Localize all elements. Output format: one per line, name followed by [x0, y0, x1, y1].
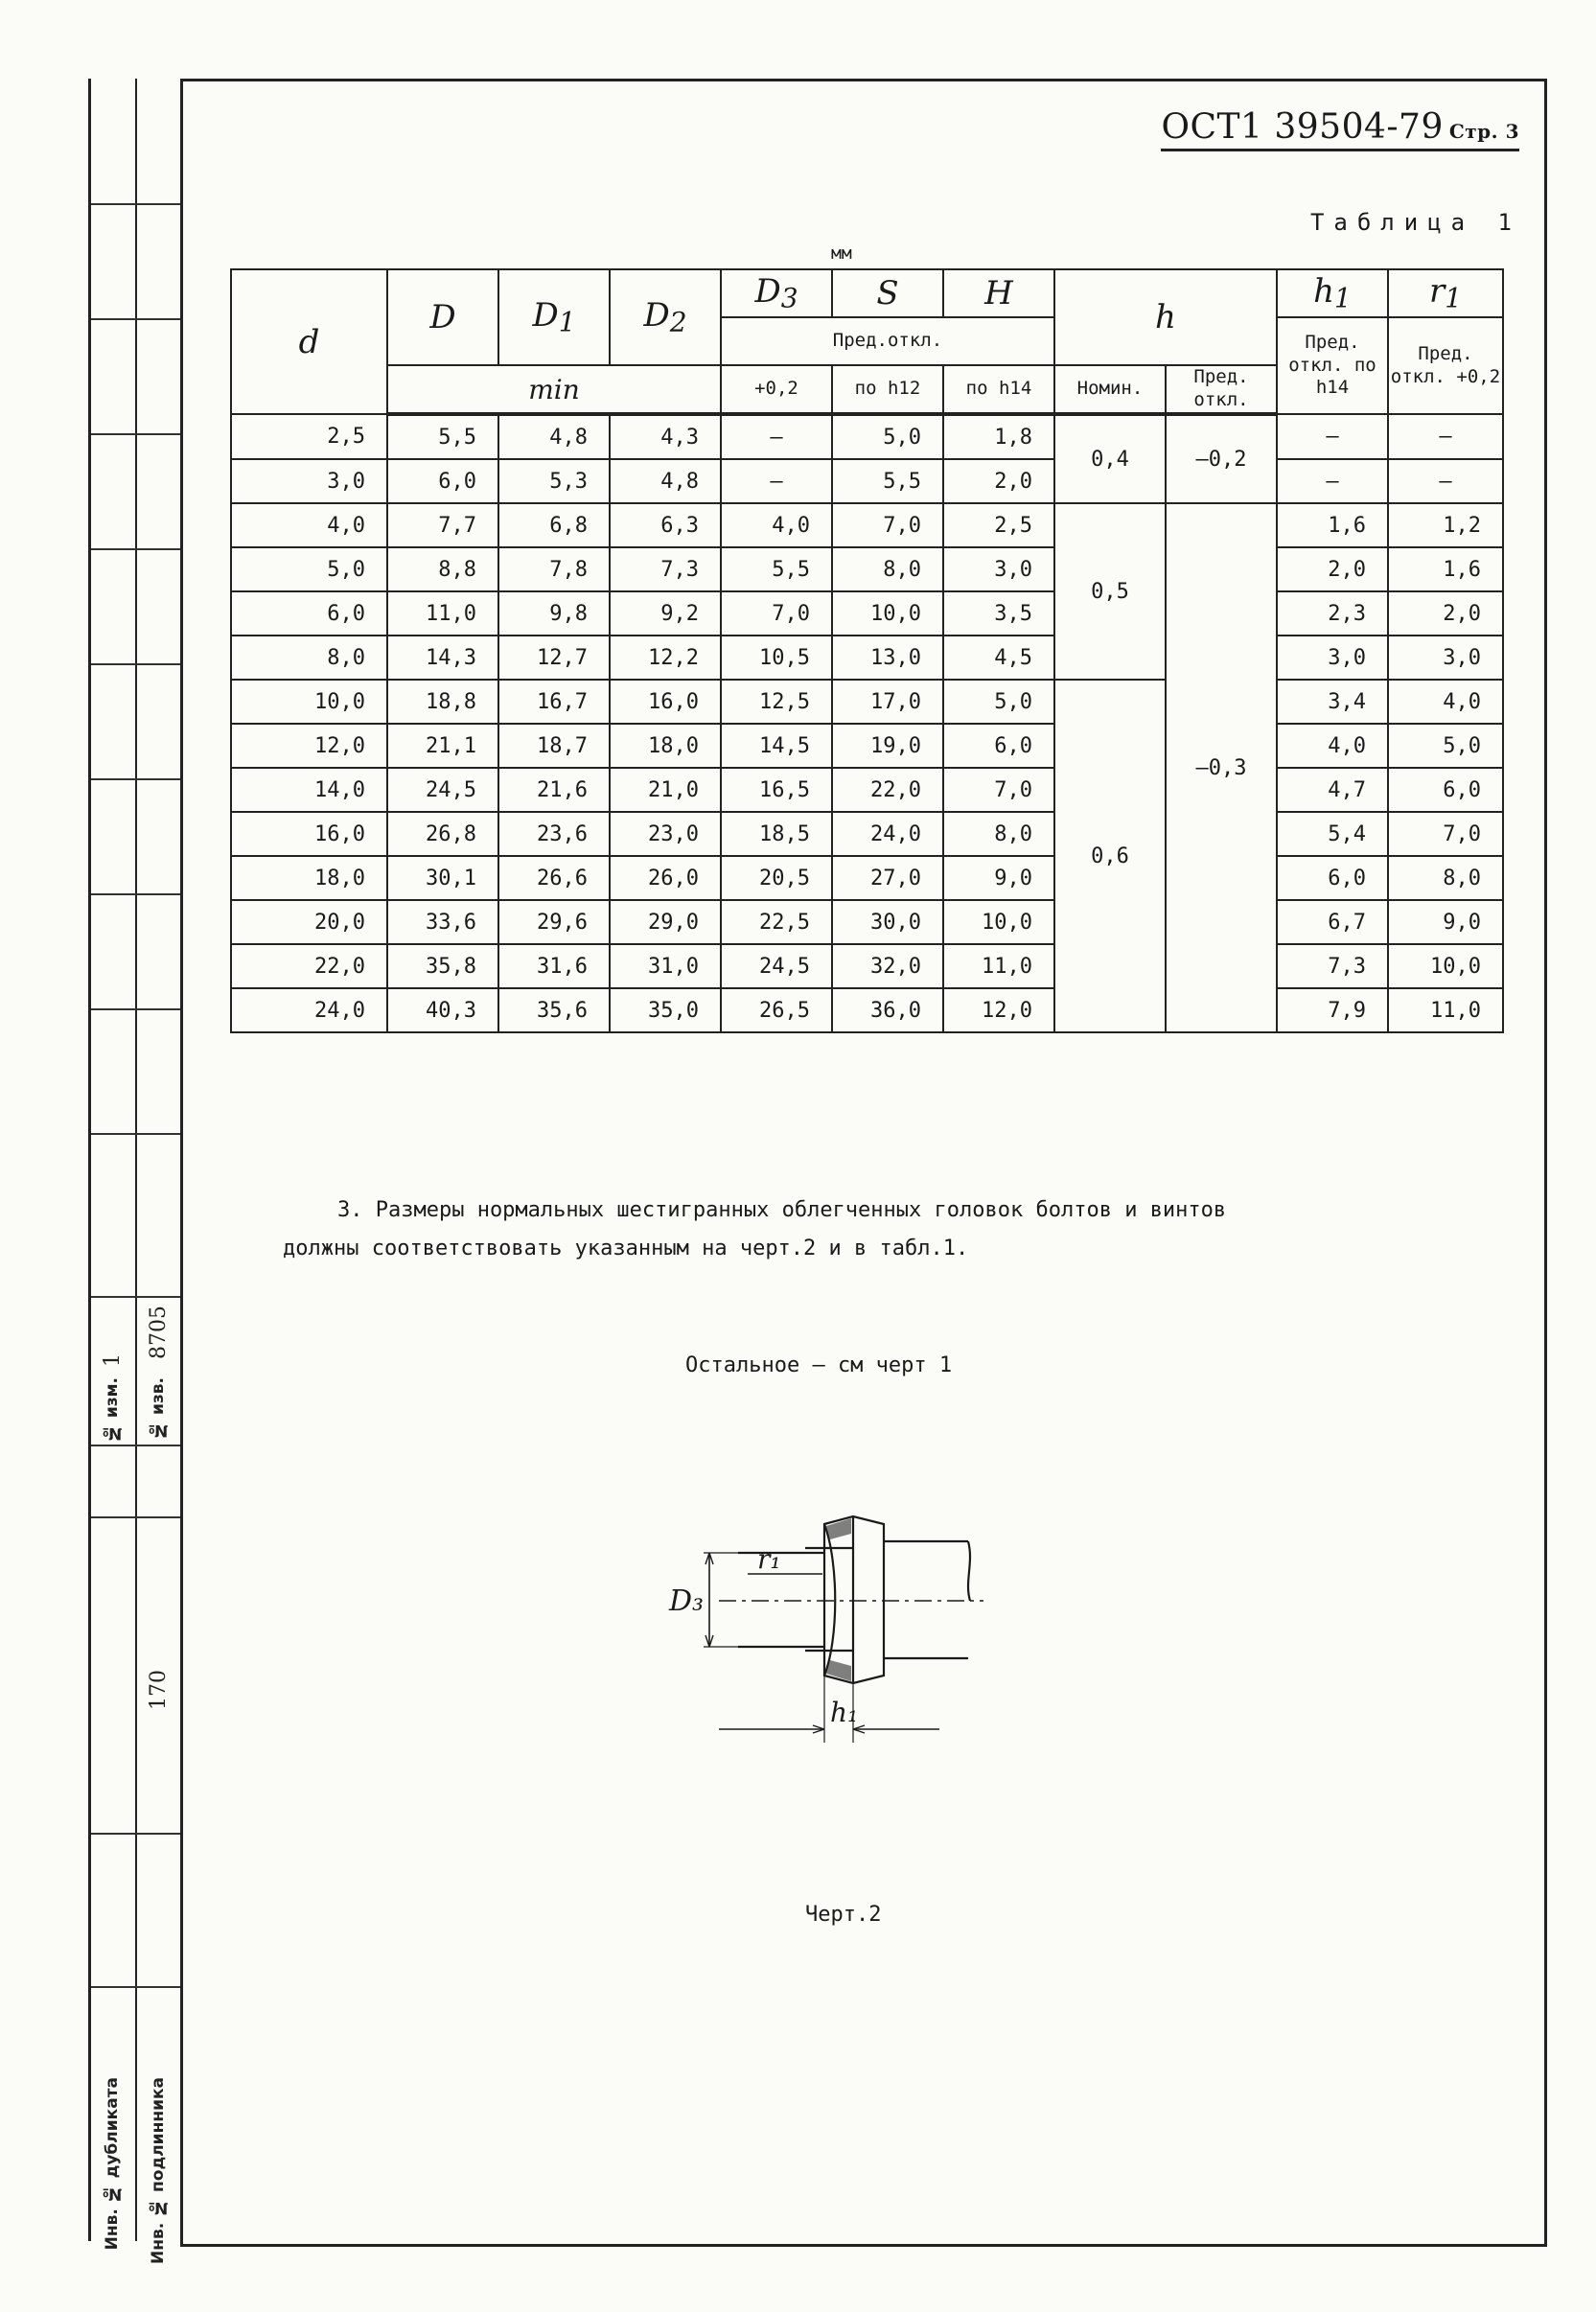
cell-D2: 26,0 — [610, 856, 721, 900]
cell-D3: 22,5 — [721, 900, 832, 944]
cell-h-tolerance: –0,2 — [1166, 414, 1277, 503]
header-tol-D3: +0,2 — [721, 365, 832, 414]
cell-D2: 29,0 — [610, 900, 721, 944]
cell-D3: 7,0 — [721, 591, 832, 636]
cell-S: 22,0 — [832, 768, 943, 812]
header-D1: $D_1$ — [498, 269, 610, 365]
cell-H: 5,0 — [943, 680, 1054, 724]
margin-label-izm: № изм. — [103, 1377, 122, 1444]
cell-r1: 3,0 — [1388, 636, 1503, 680]
header-D: D — [387, 269, 498, 365]
cell-D2: 18,0 — [610, 724, 721, 768]
cell-D3: 20,5 — [721, 856, 832, 900]
cell-h-tolerance: –0,3 — [1166, 503, 1277, 1032]
page-number: Стр. 3 — [1448, 120, 1519, 143]
header-min: min — [387, 365, 721, 414]
cell-S: 30,0 — [832, 900, 943, 944]
cell-D: 21,1 — [387, 724, 498, 768]
cell-d: 12,0 — [231, 724, 387, 768]
cell-S: 27,0 — [832, 856, 943, 900]
cell-h1: 7,3 — [1277, 944, 1388, 988]
header-h1-tol: Пред. откл. по h14 — [1277, 317, 1388, 414]
cell-D1: 9,8 — [498, 591, 610, 636]
cell-D3: 4,0 — [721, 503, 832, 547]
cell-H: 3,5 — [943, 591, 1054, 636]
cell-D: 6,0 — [387, 459, 498, 503]
cell-d: 18,0 — [231, 856, 387, 900]
cell-D: 35,8 — [387, 944, 498, 988]
cell-h1: – — [1277, 459, 1388, 503]
cell-H: 3,0 — [943, 547, 1054, 591]
table-row — [231, 459, 1503, 503]
cell-d: 3,0 — [231, 459, 387, 503]
margin-notice-number: 8705 — [147, 1306, 171, 1359]
cell-h-nominal: 0,5 — [1054, 503, 1166, 680]
cell-h1: 4,7 — [1277, 768, 1388, 812]
header-pred-otkl: Пред.откл. — [721, 317, 1054, 365]
margin-label-original: Инв. № подлинника — [149, 2077, 168, 2264]
cell-h-nominal: 0,6 — [1054, 680, 1166, 1032]
header-h1: $h_1$ — [1277, 269, 1388, 317]
cell-D1: 5,3 — [498, 459, 610, 503]
cell-r1: – — [1388, 459, 1503, 503]
cell-r1: 4,0 — [1388, 680, 1503, 724]
margin-divider — [91, 318, 183, 320]
cell-S: 13,0 — [832, 636, 943, 680]
cell-D: 30,1 — [387, 856, 498, 900]
cell-D1: 31,6 — [498, 944, 610, 988]
cell-d: 4,0 — [231, 503, 387, 547]
cell-D: 14,3 — [387, 636, 498, 680]
cell-D2: 23,0 — [610, 812, 721, 856]
label-r1: r₁ — [757, 1543, 781, 1575]
paragraph-3-text: 3. Размеры нормальных шестигранных облегченных головок болтов и винтов — [337, 1198, 1227, 1222]
cell-r1: 1,6 — [1388, 547, 1503, 591]
table-row — [231, 900, 1503, 944]
cell-S: 19,0 — [832, 724, 943, 768]
cell-D1: 35,6 — [498, 988, 610, 1032]
cell-D: 7,7 — [387, 503, 498, 547]
label-h1: h₁ — [830, 1697, 859, 1728]
cell-D3: 12,5 — [721, 680, 832, 724]
cell-d: 8,0 — [231, 636, 387, 680]
cell-D1: 26,6 — [498, 856, 610, 900]
header-D3: $D_3$ — [721, 269, 832, 317]
header-h-nomin: Номин. — [1054, 365, 1166, 414]
cell-H: 9,0 — [943, 856, 1054, 900]
margin-column-1 — [91, 79, 137, 2241]
cell-D2: 35,0 — [610, 988, 721, 1032]
cell-D: 26,8 — [387, 812, 498, 856]
cell-h1: 7,9 — [1277, 988, 1388, 1032]
cell-D1: 12,7 — [498, 636, 610, 680]
table-row — [231, 636, 1503, 680]
cell-h1: 5,4 — [1277, 812, 1388, 856]
cell-r1: 10,0 — [1388, 944, 1503, 988]
cell-h1: 6,0 — [1277, 856, 1388, 900]
table-row — [231, 503, 1503, 547]
margin-divider — [91, 1008, 183, 1010]
cell-r1: 2,0 — [1388, 591, 1503, 636]
margin-divider — [91, 893, 183, 895]
cell-D3: 18,5 — [721, 812, 832, 856]
cell-D2: 9,2 — [610, 591, 721, 636]
cell-r1: – — [1388, 414, 1503, 459]
header-r1: $r_1$ — [1388, 269, 1503, 317]
margin-divider — [91, 1986, 183, 1988]
cell-H: 7,0 — [943, 768, 1054, 812]
header-H: H — [943, 269, 1054, 317]
cell-h1: 3,4 — [1277, 680, 1388, 724]
cell-D: 33,6 — [387, 900, 498, 944]
paragraph-3 — [278, 1185, 1476, 1237]
margin-column-2 — [137, 79, 183, 2241]
paragraph-3-continuation: должны соответствовать указанным на черт.2 и в табл.1. — [283, 1237, 969, 1260]
cell-r1: 11,0 — [1388, 988, 1503, 1032]
margin-divider — [91, 203, 183, 205]
cell-D3: 26,5 — [721, 988, 832, 1032]
cell-d: 10,0 — [231, 680, 387, 724]
margin-divider — [91, 1296, 183, 1298]
cell-r1: 5,0 — [1388, 724, 1503, 768]
header-D2: $D_2$ — [610, 269, 721, 365]
header-r1-tol: Пред. откл. +0,2 — [1388, 317, 1503, 414]
cell-S: 36,0 — [832, 988, 943, 1032]
cell-D2: 4,3 — [610, 414, 721, 459]
table-row — [231, 724, 1503, 768]
cell-S: 8,0 — [832, 547, 943, 591]
cell-D2: 16,0 — [610, 680, 721, 724]
margin-label-izv: № изв. — [149, 1377, 168, 1440]
header-tol-S: по h12 — [832, 365, 943, 414]
cell-S: 24,0 — [832, 812, 943, 856]
table-row — [231, 414, 1503, 459]
cell-H: 8,0 — [943, 812, 1054, 856]
cell-D1: 18,7 — [498, 724, 610, 768]
cell-H: 6,0 — [943, 724, 1054, 768]
cell-d: 22,0 — [231, 944, 387, 988]
cell-D3: 14,5 — [721, 724, 832, 768]
margin-divider — [91, 663, 183, 665]
standard-number: ОСТ1 39504-79 — [1161, 107, 1444, 147]
document-header — [1161, 107, 1519, 151]
cell-S: 32,0 — [832, 944, 943, 988]
cell-h1: – — [1277, 414, 1388, 459]
table-row — [231, 768, 1503, 812]
cell-D2: 4,8 — [610, 459, 721, 503]
cell-r1: 7,0 — [1388, 812, 1503, 856]
cell-r1: 1,2 — [1388, 503, 1503, 547]
cell-D2: 12,2 — [610, 636, 721, 680]
cell-D3: 10,5 — [721, 636, 832, 680]
table-row — [231, 680, 1503, 724]
cell-S: 5,5 — [832, 459, 943, 503]
cell-D: 8,8 — [387, 547, 498, 591]
cell-r1: 8,0 — [1388, 856, 1503, 900]
cell-D3: 24,5 — [721, 944, 832, 988]
cell-D2: 6,3 — [610, 503, 721, 547]
cell-D3: – — [721, 414, 832, 459]
cell-r1: 9,0 — [1388, 900, 1503, 944]
cell-D2: 7,3 — [610, 547, 721, 591]
cell-H: 12,0 — [943, 988, 1054, 1032]
margin-revision-number: 1 — [101, 1353, 125, 1367]
margin-divider — [91, 778, 183, 780]
table-row — [231, 591, 1503, 636]
header-tol-H: по h14 — [943, 365, 1054, 414]
margin-divider — [91, 1445, 183, 1446]
cell-D2: 21,0 — [610, 768, 721, 812]
cell-h1: 1,6 — [1277, 503, 1388, 547]
table-row — [231, 812, 1503, 856]
table-caption: Таблица 1 — [1309, 209, 1521, 236]
cell-D1: 6,8 — [498, 503, 610, 547]
margin-divider — [91, 433, 183, 435]
table-row — [231, 944, 1503, 988]
cell-d: 5,0 — [231, 547, 387, 591]
rest-note: Остальное – см черт 1 — [685, 1353, 953, 1377]
cell-D: 24,5 — [387, 768, 498, 812]
cell-h1: 4,0 — [1277, 724, 1388, 768]
cell-S: 17,0 — [832, 680, 943, 724]
cell-h1: 2,0 — [1277, 547, 1388, 591]
cell-H: 4,5 — [943, 636, 1054, 680]
cell-S: 7,0 — [832, 503, 943, 547]
cell-h1: 2,3 — [1277, 591, 1388, 636]
header-S: S — [832, 269, 943, 317]
cell-S: 10,0 — [832, 591, 943, 636]
cell-D3: 5,5 — [721, 547, 832, 591]
margin-label-duplicate: Инв. № дубликата — [103, 2077, 122, 2251]
cell-D3: 16,5 — [721, 768, 832, 812]
cell-D1: 4,8 — [498, 414, 610, 459]
header-d: d — [231, 269, 387, 414]
cell-d: 24,0 — [231, 988, 387, 1032]
figure-caption: Черт.2 — [805, 1903, 882, 1927]
margin-divider — [91, 1516, 183, 1518]
cell-D: 40,3 — [387, 988, 498, 1032]
header-h-pred-otkl: Пред. откл. — [1166, 365, 1277, 414]
cell-d: 14,0 — [231, 768, 387, 812]
cell-h1: 3,0 — [1277, 636, 1388, 680]
cell-h1: 6,7 — [1277, 900, 1388, 944]
cell-h-nominal: 0,4 — [1054, 414, 1166, 503]
bolt-head-drawing — [661, 1505, 987, 1792]
margin-divider — [91, 1133, 183, 1135]
cell-D2: 31,0 — [610, 944, 721, 988]
cell-H: 2,0 — [943, 459, 1054, 503]
cell-d: 6,0 — [231, 591, 387, 636]
dimensions-table — [230, 268, 1504, 1033]
cell-H: 11,0 — [943, 944, 1054, 988]
cell-H: 2,5 — [943, 503, 1054, 547]
cell-D: 5,5 — [387, 414, 498, 459]
margin-divider — [91, 1833, 183, 1835]
cell-D: 18,8 — [387, 680, 498, 724]
table-row — [231, 547, 1503, 591]
unit-label: мм — [831, 243, 852, 264]
cell-S: 5,0 — [832, 414, 943, 459]
table-row — [231, 856, 1503, 900]
cell-H: 10,0 — [943, 900, 1054, 944]
margin-divider — [91, 548, 183, 550]
cell-D1: 23,6 — [498, 812, 610, 856]
cell-D1: 7,8 — [498, 547, 610, 591]
cell-D1: 21,6 — [498, 768, 610, 812]
cell-d: 2,5 — [231, 414, 387, 459]
cell-r1: 6,0 — [1388, 768, 1503, 812]
cell-D: 11,0 — [387, 591, 498, 636]
margin-sheet-number: 170 — [147, 1670, 171, 1710]
header-h: h — [1054, 269, 1277, 365]
cell-D3: – — [721, 459, 832, 503]
cell-D1: 16,7 — [498, 680, 610, 724]
margin-stamp-strip — [88, 79, 183, 2264]
label-D3: D₃ — [669, 1584, 705, 1618]
cell-d: 20,0 — [231, 900, 387, 944]
cell-D1: 29,6 — [498, 900, 610, 944]
cell-H: 1,8 — [943, 414, 1054, 459]
cell-d: 16,0 — [231, 812, 387, 856]
table-row — [231, 988, 1503, 1032]
